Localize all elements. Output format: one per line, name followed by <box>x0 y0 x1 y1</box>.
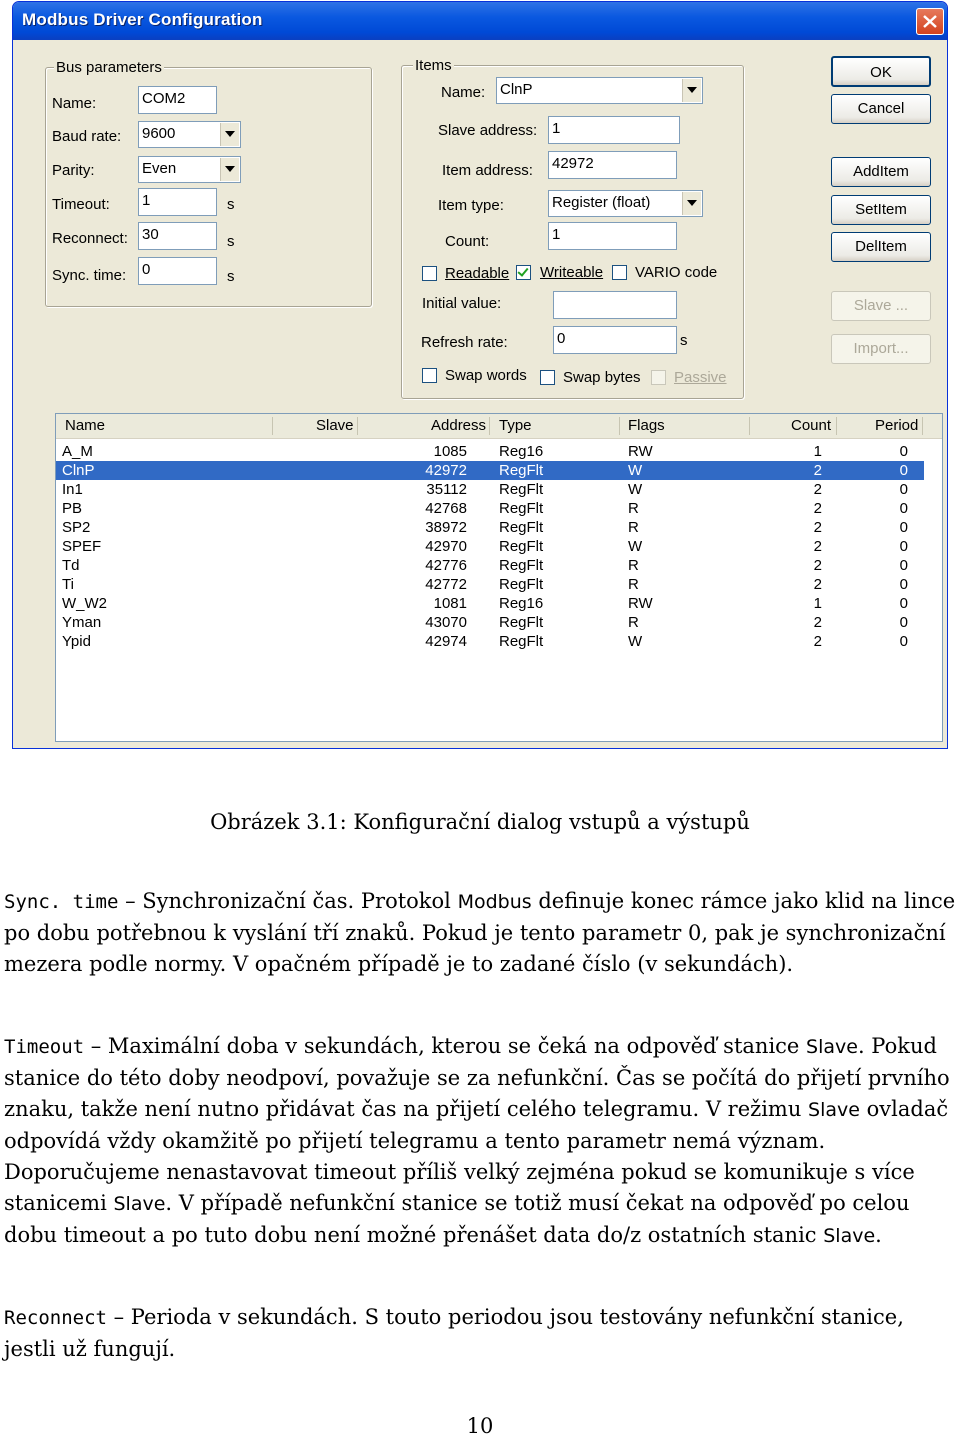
table-cell-period: 0 <box>899 462 908 479</box>
chevron-down-icon[interactable] <box>682 192 701 215</box>
item-type-label: Item type: <box>438 197 504 214</box>
parity-value: Even <box>142 160 177 177</box>
chevron-down-icon[interactable] <box>220 123 239 146</box>
table-cell-flags: R <box>628 500 639 517</box>
readable-label: Readable <box>445 265 510 282</box>
timeout-entry <box>4 1031 958 1252</box>
writeable-label: Writeable <box>540 264 604 281</box>
table-cell-name: PB <box>62 500 83 517</box>
item-name-value: ClnP <box>500 81 533 98</box>
col-header-flags[interactable]: Flags <box>628 417 665 434</box>
table-cell-flags: RW <box>628 443 653 460</box>
table-cell-address: 42972 <box>425 462 467 479</box>
table-cell-address: 1085 <box>433 443 467 460</box>
table-cell-flags: R <box>628 614 639 631</box>
table-row[interactable] <box>56 537 924 556</box>
table-row[interactable] <box>56 575 924 594</box>
baud-rate-label: Baud rate: <box>52 128 122 145</box>
table-cell-period: 0 <box>899 500 908 517</box>
timeout-text-5: . <box>875 1223 882 1247</box>
close-button[interactable] <box>916 8 944 35</box>
table-cell-type: RegFlt <box>499 576 544 593</box>
timeout-field[interactable]: 1 <box>138 188 217 216</box>
figure-caption: Obrázek 3.1: Konfigurační dialog vstupů a výstupů <box>210 810 750 834</box>
table-cell-name: A_M <box>62 443 93 460</box>
bus-name-field[interactable]: COM2 <box>138 86 217 114</box>
timeout-unit: s <box>227 196 235 213</box>
table-cell-period: 0 <box>899 557 908 574</box>
items-title: Items <box>415 57 452 74</box>
refresh-rate-field[interactable]: 0 <box>553 326 677 354</box>
col-header-slave[interactable]: Slave <box>316 417 354 434</box>
set-item-button[interactable]: SetItem <box>831 195 931 225</box>
table-cell-name: SPEF <box>62 538 102 555</box>
table-cell-count: 2 <box>813 538 822 555</box>
col-header-count[interactable]: Count <box>791 417 832 434</box>
readable-checkbox[interactable] <box>422 266 437 281</box>
table-cell-count: 2 <box>813 614 822 631</box>
slave-address-label: Slave address: <box>438 122 538 139</box>
chevron-down-icon[interactable] <box>220 158 239 181</box>
item-type-value: Register (float) <box>552 194 651 211</box>
modbus-config-dialog <box>12 1 948 749</box>
table-row[interactable] <box>56 613 924 632</box>
table-cell-count: 2 <box>813 500 822 517</box>
table-cell-flags: RW <box>628 595 653 612</box>
initial-value-label: Initial value: <box>422 295 502 312</box>
sync-time-entry <box>4 886 958 980</box>
timeout-text-3: ovladač odpovídá vždy okamžitě po přijetí telegramu a tento parametr nemá význam. Doporučujeme nenastavovat timeout příliš velký zejména pokud se komunikuje s více stanicemi <box>4 1097 949 1215</box>
sync-time-label: Sync. time: <box>52 267 127 284</box>
sync-time-unit: s <box>227 268 235 285</box>
table-cell-type: Reg16 <box>499 443 544 460</box>
table-cell-period: 0 <box>899 633 908 650</box>
table-cell-type: RegFlt <box>499 500 544 517</box>
import-button[interactable]: Import... <box>831 334 931 364</box>
refresh-rate-label: Refresh rate: <box>421 334 508 351</box>
swap-bytes-label: Swap bytes <box>563 369 641 386</box>
reconnect-label: Reconnect: <box>52 230 128 247</box>
table-cell-count: 2 <box>813 576 822 593</box>
reconnect-unit: s <box>227 233 235 250</box>
col-header-type[interactable]: Type <box>499 417 532 434</box>
cancel-button[interactable]: Cancel <box>831 94 931 124</box>
table-cell-period: 0 <box>899 519 908 536</box>
timeout-text-2: . Pokud stanice do této doby neodpoví, považuje se za nefunkční. Čas se počítá do přijetí prvního znaku, takže není nutno přidávat čas na přijetí celého telegramu. V režimu <box>4 1034 950 1121</box>
timeout-label: Timeout: <box>52 196 110 213</box>
table-cell-name: Ti <box>62 576 74 593</box>
table-cell-name: Td <box>62 557 80 574</box>
sync-text-1: – Synchronizační čas. Protokol <box>118 889 458 913</box>
modbus-word: Modbus <box>457 891 532 913</box>
table-cell-address: 1081 <box>433 595 467 612</box>
table-row[interactable] <box>56 556 924 575</box>
table-cell-period: 0 <box>899 614 908 631</box>
table-cell-address: 38972 <box>425 519 467 536</box>
passive-label: Passive <box>674 369 727 386</box>
table-cell-address: 42776 <box>425 557 467 574</box>
slave-address-field[interactable]: 1 <box>548 116 680 144</box>
table-row[interactable] <box>56 480 924 499</box>
page-number: 10 <box>466 1414 494 1438</box>
slave-word: Slave <box>823 1225 876 1247</box>
initial-value-field[interactable] <box>553 291 677 319</box>
swap-words-checkbox[interactable] <box>422 368 437 383</box>
table-row[interactable] <box>56 632 924 651</box>
col-header-name[interactable]: Name <box>65 417 106 434</box>
table-row[interactable] <box>56 461 924 480</box>
table-cell-address: 43070 <box>425 614 467 631</box>
table-cell-type: RegFlt <box>499 462 544 479</box>
title-bar[interactable] <box>13 2 947 40</box>
reconnect-term: Reconnect <box>4 1307 107 1329</box>
table-cell-name: In1 <box>62 481 83 498</box>
table-cell-flags: W <box>628 481 643 498</box>
table-row[interactable] <box>56 499 924 518</box>
item-address-label: Item address: <box>442 162 533 179</box>
dialog-title: Modbus Driver Configuration <box>22 10 263 29</box>
baud-rate-select[interactable] <box>138 121 241 148</box>
table-row[interactable] <box>56 594 924 613</box>
timeout-term: Timeout <box>4 1036 85 1058</box>
col-header-period[interactable]: Period <box>875 417 919 434</box>
parity-label: Parity: <box>52 162 95 179</box>
swap-bytes-checkbox[interactable] <box>540 370 555 385</box>
count-field[interactable]: 1 <box>548 222 677 250</box>
reconnect-entry <box>4 1302 958 1365</box>
table-cell-address: 42970 <box>425 538 467 555</box>
bus-name-label: Name: <box>52 95 97 112</box>
table-cell-count: 2 <box>813 633 822 650</box>
slave-button[interactable]: Slave ... <box>831 291 931 321</box>
items-list[interactable] <box>55 413 943 742</box>
table-cell-count: 1 <box>813 595 822 612</box>
table-cell-name: ClnP <box>62 462 95 479</box>
table-cell-flags: R <box>628 519 639 536</box>
table-cell-name: Ypid <box>62 633 91 650</box>
table-cell-count: 2 <box>813 557 822 574</box>
sync-text-2: definuje konec rámce jako klid na lince po dobu potřebnou k vyslání tří znaků. Pokud je tento parametr 0, pak je synchronizační mezera podle normy. V opačném případě je to zadané číslo (v sekundách). <box>4 889 956 976</box>
table-cell-address: 42768 <box>425 500 467 517</box>
table-cell-count: 1 <box>813 443 822 460</box>
item-name-label: Name: <box>441 84 486 101</box>
table-cell-type: RegFlt <box>499 614 544 631</box>
vario-code-label: VARIO code <box>635 264 718 281</box>
chevron-down-icon[interactable] <box>682 79 701 102</box>
passive-checkbox[interactable] <box>651 370 666 385</box>
table-cell-period: 0 <box>899 481 908 498</box>
refresh-rate-unit: s <box>680 332 688 349</box>
table-cell-address: 42772 <box>425 576 467 593</box>
table-cell-name: SP2 <box>62 519 91 536</box>
table-cell-period: 0 <box>899 443 908 460</box>
count-label: Count: <box>445 233 490 250</box>
table-cell-name: Yman <box>62 614 102 631</box>
reconnect-text: – Perioda v sekundách. S touto periodou jsou testovány nefunkční stanice, jestli už fungují. <box>4 1305 904 1361</box>
baud-rate-value: 9600 <box>142 125 176 142</box>
table-row[interactable] <box>56 518 924 537</box>
table-cell-type: RegFlt <box>499 481 544 498</box>
item-name-select[interactable] <box>496 77 703 104</box>
slave-word: Slave <box>113 1193 166 1215</box>
sync-time-field[interactable]: 0 <box>138 257 217 285</box>
ok-button[interactable]: OK <box>831 56 931 87</box>
table-cell-type: RegFlt <box>499 557 544 574</box>
slave-word: Slave <box>806 1036 858 1058</box>
table-cell-period: 0 <box>899 595 908 612</box>
table-cell-period: 0 <box>899 538 908 555</box>
table-cell-type: RegFlt <box>499 538 544 555</box>
item-address-field[interactable]: 42972 <box>548 151 677 179</box>
table-cell-address: 35112 <box>426 481 467 498</box>
reconnect-field[interactable]: 30 <box>138 222 217 250</box>
item-type-select[interactable] <box>548 190 703 217</box>
list-header <box>56 414 942 439</box>
writeable-checkbox[interactable] <box>516 265 531 280</box>
table-cell-count: 2 <box>813 462 822 479</box>
table-cell-period: 0 <box>899 576 908 593</box>
sync-time-term: Sync. time <box>4 891 119 913</box>
table-row[interactable] <box>56 442 924 461</box>
table-cell-flags: W <box>628 462 643 479</box>
vario-code-checkbox[interactable] <box>612 265 627 280</box>
table-cell-flags: R <box>628 557 639 574</box>
close-icon <box>922 14 938 29</box>
table-cell-type: RegFlt <box>499 519 544 536</box>
swap-words-label: Swap words <box>445 367 527 384</box>
timeout-text-4: . V případě nefunkční stanice se totiž musí čekat na odpověď po celou dobu timeout a po tuto dobu není možné přenášet data do/z ostatních stanic <box>4 1191 910 1247</box>
table-cell-count: 2 <box>813 519 822 536</box>
slave-word: Slave <box>808 1099 860 1121</box>
bus-parameters-title: Bus parameters <box>56 59 162 76</box>
table-cell-flags: R <box>628 576 639 593</box>
del-item-button[interactable]: DelItem <box>831 232 931 262</box>
add-item-button[interactable]: AddItem <box>831 157 931 187</box>
timeout-text-1: – Maximální doba v sekundách, kterou se čeká na odpověď stanice <box>84 1034 807 1058</box>
parity-select[interactable] <box>138 156 241 183</box>
col-header-address[interactable]: Address <box>431 417 487 434</box>
table-cell-flags: W <box>628 538 643 555</box>
table-cell-type: RegFlt <box>499 633 544 650</box>
table-cell-name: W_W2 <box>62 595 107 612</box>
table-cell-flags: W <box>628 633 643 650</box>
table-cell-type: Reg16 <box>499 595 544 612</box>
table-cell-address: 42974 <box>425 633 467 650</box>
table-cell-count: 2 <box>813 481 822 498</box>
